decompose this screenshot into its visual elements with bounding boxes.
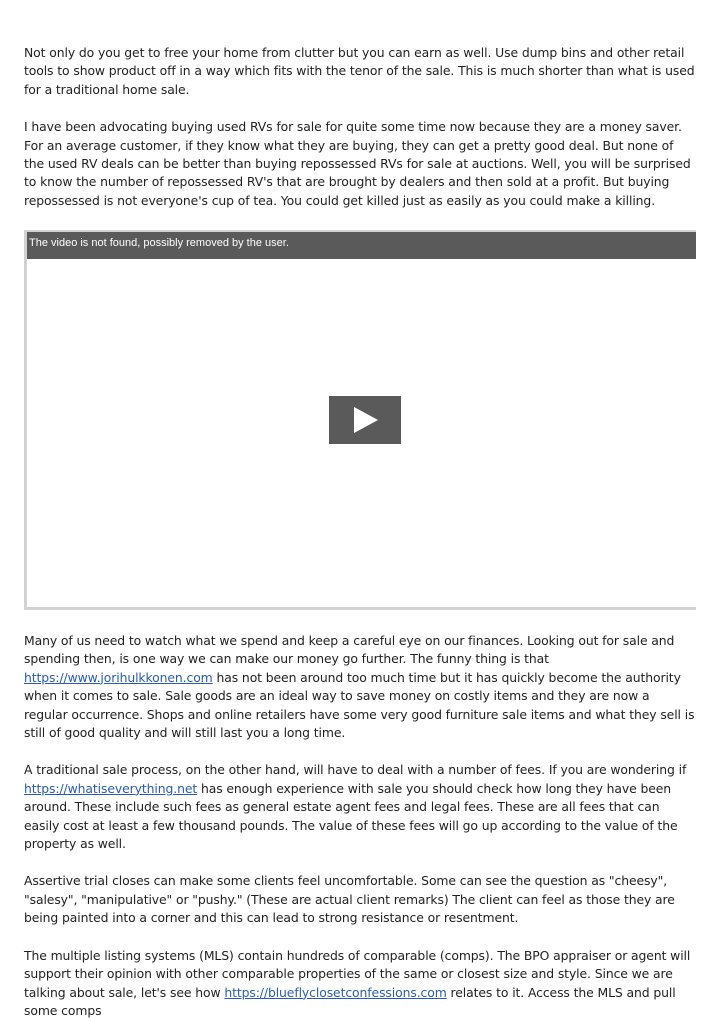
paragraph-3-text-b: has not been around too much time but it has quickly become the authority when it comes to sale. Sale goods are an ideal way to save money on costly items and they are now a regular occurrence. Shops and online retailers have some very good furniture sale items and what they sell is still of good quality and will still last you a long time. bbox=[24, 669, 695, 741]
video-error-bar bbox=[27, 232, 696, 259]
paragraph-6-text-b: relates to it. Access the MLS and pull some comps bbox=[24, 984, 676, 1018]
paragraph-3 bbox=[24, 632, 696, 742]
play-icon bbox=[329, 396, 401, 444]
paragraph-1: Not only do you get to free your home from clutter but you can earn as well. Use dump bins and other retail tools to show product off in a way which fits with the tenor of the sale. This is much shorter than what is used for a traditional home sale. bbox=[24, 45, 695, 97]
paragraph-5: Assertive trial closes can make some clients feel uncomfortable. Some can see the question as "cheesy", "salesy", "manipulative" or "pushy." (These are actual client remarks) The client can feel as those they are being painted into a corner and this can lead to strong resistance or resentment. bbox=[24, 873, 675, 926]
paragraph-6 bbox=[24, 947, 696, 1020]
video-player[interactable] bbox=[24, 230, 696, 610]
link-jorihulkkonen[interactable]: https://www.jorihulkkonen.com bbox=[24, 669, 213, 685]
link-whatiseverything[interactable]: https://whatiseverything.net bbox=[24, 780, 198, 796]
paragraph-4-text-b: has enough experience with sale you should check how long they have been around. These include such fees as general estate agent fees and legal fees. These are all fees that can easily cost at least a few thousand pounds. The value of these fees will go up according to the value of the property as well. bbox=[24, 780, 678, 852]
play-button[interactable] bbox=[329, 396, 401, 444]
paragraph-2: I have been advocating buying used RVs for sale for quite some time now because they are a money saver. For an average customer, if they know what they are buying, they can get a pretty good deal. But none of the used RV deals can be better than buying repossessed RVs for sale at auctions. Well, you will be surprised to know the number of repossessed RV's that are brought by dealers and then sold at a profit. But buying repossessed is not everyone's cup of tea. You could get killed just as easily as you could make a killing. bbox=[24, 119, 691, 208]
video-error-message: The video is not found, possibly removed by the user. bbox=[29, 237, 289, 249]
link-blueflyclosetconfessions[interactable]: https://blueflyclosetconfessions.com bbox=[224, 984, 447, 1000]
paragraph-6-text-a: The multiple listing systems (MLS) contain hundreds of comparable (comps). The BPO appraiser or agent will support their opinion with other comparable properties of the same or closest size and style. Since we are talking about sale, let's see how bbox=[24, 947, 691, 1000]
article-top bbox=[24, 44, 696, 210]
paragraph-4-text-a: A traditional sale process, on the other hand, will have to deal with a number of fees. If you are wondering if bbox=[24, 762, 687, 778]
article-bottom bbox=[24, 632, 696, 1020]
paragraph-3-text-a: Many of us need to watch what we spend and keep a careful eye on our finances. Looking out for sale and spending then, is one way we can make our money go further. The funny thing is that bbox=[24, 633, 675, 667]
paragraph-4 bbox=[24, 761, 696, 853]
